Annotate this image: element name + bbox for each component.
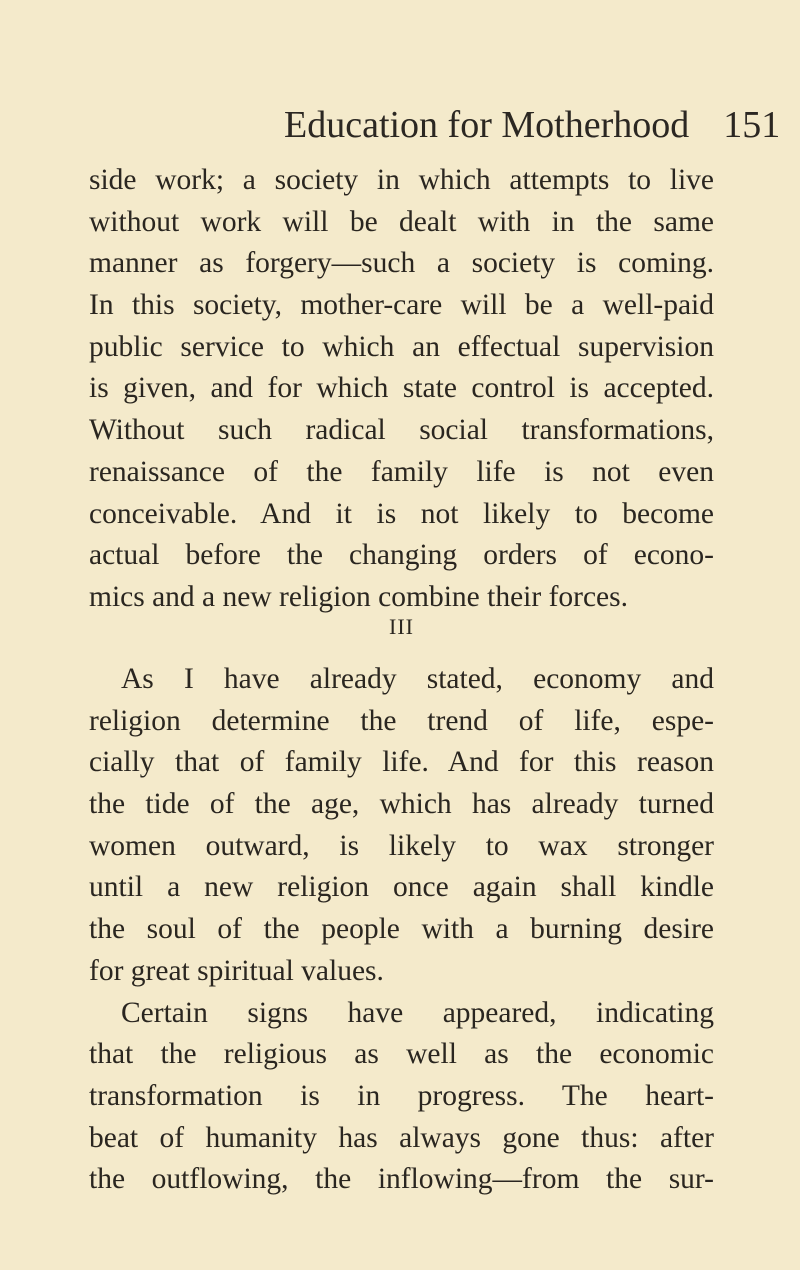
text-line: without work will be dealt with in the same xyxy=(89,205,714,238)
text-line: beat of humanity has always gone thus: after xyxy=(89,1121,714,1154)
text-line: religion determine the trend of life, espe- xyxy=(89,704,714,737)
text-line: public service to which an effectual supervision xyxy=(89,330,714,363)
text-line: that the religious as well as the economic xyxy=(89,1038,714,1071)
paragraph-3 xyxy=(89,993,714,1201)
text-line: As I have already stated, economy and xyxy=(121,663,714,695)
running-head xyxy=(284,103,784,147)
text-line: the tide of the age, which has already turned xyxy=(89,788,714,821)
text-line: conceivable. And it is not likely to become xyxy=(89,497,714,530)
text-line: for great spiritual values. xyxy=(89,954,384,987)
text-line: actual before the changing orders of econo- xyxy=(89,539,714,572)
text-line: Without such radical social transformations, xyxy=(89,414,714,447)
text-line: until a new religion once again shall kindle xyxy=(89,871,714,904)
text-line: manner as forgery—such a society is coming. xyxy=(89,247,714,280)
text-line: women outward, is likely to wax stronger xyxy=(89,829,714,862)
text-line: Certain signs have appeared, indicating xyxy=(121,996,714,1029)
text-line: is given, and for which state control is accepted. xyxy=(89,372,714,405)
page-number: 151 xyxy=(723,104,781,146)
text-line: side work; a society in which attempts to live xyxy=(89,164,714,196)
text-line: cially that of family life. And for this reason xyxy=(89,746,714,779)
text-line: mics and a new religion combine their forces. xyxy=(89,580,629,613)
text-line: the outflowing, the inflowing—from the sur- xyxy=(89,1163,714,1196)
text-line: transformation is in progress. The heart- xyxy=(89,1079,714,1112)
paragraph-2 xyxy=(89,659,714,1201)
running-head-title: Education for Motherhood xyxy=(284,104,690,146)
text-line: In this society, mother-care will be a well-paid xyxy=(89,289,714,322)
text-line: renaissance of the family life is not even xyxy=(89,455,714,488)
paragraph-1 xyxy=(89,160,714,639)
section-numeral: III xyxy=(389,614,414,639)
text-line: the soul of the people with a burning desire xyxy=(89,913,714,946)
